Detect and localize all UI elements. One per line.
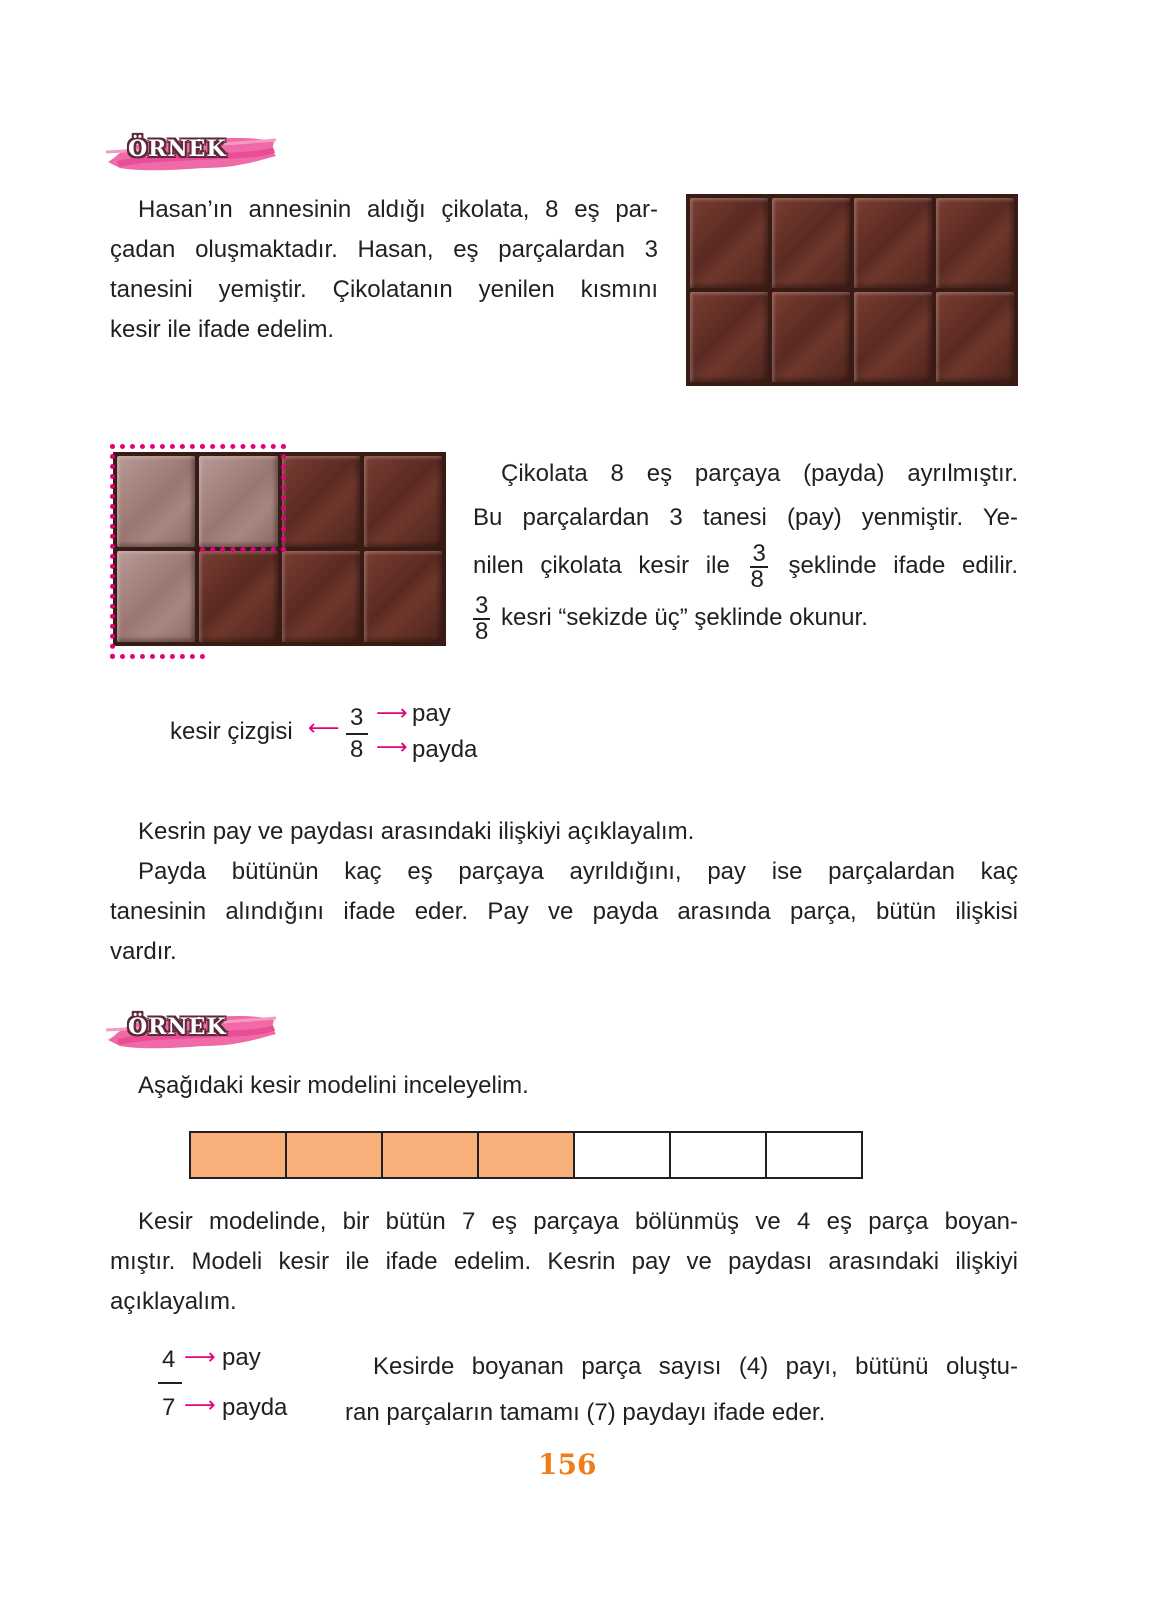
chocolate-piece	[199, 551, 277, 642]
model-line: Kesir modelinde, bir bütün 7 eş parçaya bölünmüş ve 4 eş parça boyan-	[138, 1208, 1018, 1235]
model-cell-empty	[767, 1133, 861, 1177]
fraction-diagram-2	[158, 1342, 318, 1428]
eaten-outline-right	[200, 444, 286, 552]
ornek-label: ÖRNEK	[128, 1014, 227, 1040]
model-paragraph	[110, 1202, 1018, 1322]
final-line: Kesirde boyanan parça sayısı (4) payı, bütünü oluştu-	[373, 1353, 1018, 1380]
model-cell-filled	[479, 1133, 575, 1177]
intro-paragraph	[110, 190, 658, 350]
fraction-3-8	[750, 539, 767, 593]
chocolate-piece	[282, 456, 360, 547]
pay-label: pay	[222, 1344, 261, 1371]
model-cell-filled	[287, 1133, 383, 1177]
chocolate-piece	[854, 198, 932, 288]
diagram-numerator: 4	[162, 1346, 176, 1373]
relation-line: tanesinin alındığını ifade eder. Pay ve payda arasında parça, bütün ilişkisi	[110, 898, 1018, 925]
fraction-3-8	[473, 591, 490, 645]
intro-line: kesir ile ifade edelim.	[110, 316, 335, 343]
ornek-badge	[104, 128, 279, 178]
arrow-right-icon: ⟶	[376, 700, 408, 725]
explain-line: Çikolata 8 eş parçaya (payda) ayrılmıştır.	[501, 460, 1018, 487]
fraction-bar	[346, 733, 368, 735]
model-cell-filled	[191, 1133, 287, 1177]
eaten-outline-left	[110, 444, 205, 659]
pay-label: pay	[412, 700, 451, 727]
model-cell-empty	[575, 1133, 671, 1177]
explain-line	[473, 592, 1018, 644]
ornek-badge	[104, 1006, 279, 1056]
chocolate-piece	[854, 292, 932, 382]
fraction-numerator: 3	[752, 539, 766, 567]
diagram-denominator: 8	[350, 736, 364, 763]
fraction-diagram-1	[170, 700, 500, 770]
relation-line: Kesrin pay ve paydası arasındaki ilişkiyi açıklayalım.	[138, 818, 695, 845]
relation-line: vardır.	[110, 938, 177, 965]
final-line: ran parçaların tamamı (7) paydayı ifade eder.	[345, 1399, 826, 1426]
chocolate-piece	[936, 292, 1014, 382]
explain-paragraph	[473, 452, 1018, 644]
model-cell-empty	[671, 1133, 767, 1177]
payda-label: payda	[412, 736, 478, 763]
arrow-right-icon: ⟶	[184, 1392, 216, 1417]
diagram-denominator: 7	[162, 1394, 176, 1421]
chocolate-bar-whole	[686, 194, 1018, 386]
page-number: 156	[538, 1448, 597, 1481]
chocolate-piece	[772, 292, 850, 382]
example2-intro: Aşağıdaki kesir modelini inceleyelim.	[138, 1072, 529, 1099]
fraction-bar	[158, 1382, 182, 1384]
intro-line: çadan oluşmaktadır. Hasan, eş parçalardan 3	[110, 236, 658, 263]
fraction-line-label: kesir çizgisi	[170, 718, 293, 745]
chocolate-piece	[282, 551, 360, 642]
chocolate-piece	[364, 456, 442, 547]
explain-text: kesri “sekizde üç” şeklinde okunur.	[501, 604, 868, 631]
arrow-right-icon: ⟶	[184, 1344, 216, 1369]
relation-paragraph	[110, 812, 1018, 972]
fraction-model	[189, 1131, 863, 1179]
explain-text: şeklinde ifade edilir.	[788, 552, 1019, 579]
chocolate-piece	[364, 551, 442, 642]
final-paragraph	[345, 1344, 1018, 1436]
explain-line: Bu parçalardan 3 tanesi (pay) yenmiştir. Ye-	[473, 504, 1018, 531]
chocolate-piece	[936, 198, 1014, 288]
chocolate-piece	[772, 198, 850, 288]
model-line: açıklayalım.	[110, 1288, 237, 1315]
fraction-numerator: 3	[475, 591, 489, 619]
arrow-left-icon: ⟵	[308, 715, 340, 740]
arrow-right-icon: ⟶	[376, 734, 408, 759]
fraction-denominator: 8	[475, 617, 489, 645]
ornek-label: ÖRNEK	[128, 136, 227, 162]
relation-line: Payda bütünün kaç eş parçaya ayrıldığını, pay ise parçalardan kaç	[138, 858, 1018, 885]
intro-line: tanesini yemiştir. Çikolatanın yenilen kısmını	[110, 276, 658, 303]
fraction-denominator: 8	[750, 565, 764, 593]
model-cell-filled	[383, 1133, 479, 1177]
diagram-numerator: 3	[350, 704, 364, 731]
intro-line: Hasan’ın annesinin aldığı çikolata, 8 eş par-	[138, 196, 658, 223]
explain-text: nilen çikolata kesir ile	[473, 552, 730, 579]
chocolate-piece	[690, 198, 768, 288]
chocolate-piece	[690, 292, 768, 382]
explain-line	[473, 540, 1018, 592]
model-line: mıştır. Modeli kesir ile ifade edelim. Kesrin pay ve paydası arasındaki ilişkiyi	[110, 1248, 1018, 1275]
payda-label: payda	[222, 1394, 288, 1421]
